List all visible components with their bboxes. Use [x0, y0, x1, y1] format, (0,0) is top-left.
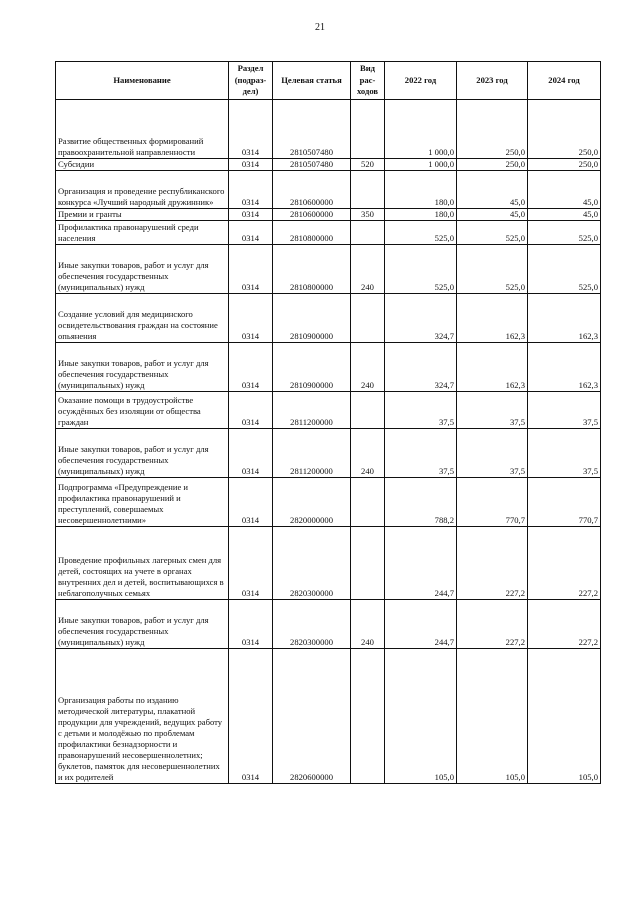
row-type: 240 [351, 245, 385, 294]
row-2024: 525,0 [528, 221, 601, 245]
row-target: 2820000000 [273, 478, 351, 527]
row-2022: 525,0 [385, 221, 457, 245]
row-section: 0314 [229, 171, 273, 209]
row-name: Организация и проведение республиканского конкурса «Лучший народный дружинник» [56, 171, 229, 209]
row-2022: 37,5 [385, 392, 457, 429]
row-2023: 227,2 [457, 600, 528, 649]
row-2024: 162,3 [528, 343, 601, 392]
row-2023: 162,3 [457, 294, 528, 343]
row-section: 0314 [229, 392, 273, 429]
row-2024: 525,0 [528, 245, 601, 294]
page-number: 21 [315, 22, 325, 33]
row-2022: 324,7 [385, 343, 457, 392]
row-name: Оказание помощи в трудоустройстве осуждённых без изоляции от общества граждан [56, 392, 229, 429]
table-row [56, 392, 601, 429]
row-2022: 244,7 [385, 600, 457, 649]
table-row [56, 100, 601, 159]
table-row [56, 171, 601, 209]
row-type: 350 [351, 209, 385, 221]
row-2023: 525,0 [457, 221, 528, 245]
row-type: 520 [351, 159, 385, 171]
row-section: 0314 [229, 294, 273, 343]
row-target: 2810900000 [273, 343, 351, 392]
header-2022: 2022 год [385, 62, 457, 100]
row-2023: 770,7 [457, 478, 528, 527]
row-2023: 45,0 [457, 171, 528, 209]
row-2023: 227,2 [457, 527, 528, 600]
table-row [56, 221, 601, 245]
row-type: 240 [351, 429, 385, 478]
row-2022: 180,0 [385, 209, 457, 221]
row-2023: 37,5 [457, 392, 528, 429]
row-type [351, 221, 385, 245]
row-section: 0314 [229, 245, 273, 294]
row-2024: 770,7 [528, 478, 601, 527]
row-2022: 324,7 [385, 294, 457, 343]
row-target: 2810800000 [273, 245, 351, 294]
table-header-row [56, 62, 601, 100]
row-name: Иные закупки товаров, работ и услуг для обеспечения государственных (муниципальных) нужд [56, 343, 229, 392]
row-name: Субсидии [56, 159, 229, 171]
header-2024: 2024 год [528, 62, 601, 100]
row-2024: 162,3 [528, 294, 601, 343]
row-section: 0314 [229, 478, 273, 527]
row-2024: 45,0 [528, 171, 601, 209]
row-2023: 250,0 [457, 159, 528, 171]
row-type [351, 392, 385, 429]
table-row [56, 209, 601, 221]
row-name: Иные закупки товаров, работ и услуг для обеспечения государственных (муниципальных) нужд [56, 429, 229, 478]
row-type: 240 [351, 343, 385, 392]
row-name: Иные закупки товаров, работ и услуг для обеспечения государственных (муниципальных) нужд [56, 245, 229, 294]
row-2024: 37,5 [528, 392, 601, 429]
row-name: Организация работы по изданию методической литературы, плакатной продукции для учреждений, ведущих работу с детьми и молодёжью по проблемам профилактики безнадзорности и правонарушений несовершеннолетних; буклетов, памяток для несовершеннолетних и их родителей [56, 649, 229, 784]
row-2024: 105,0 [528, 649, 601, 784]
row-type [351, 171, 385, 209]
row-section: 0314 [229, 100, 273, 159]
row-2022: 1 000,0 [385, 159, 457, 171]
row-type [351, 294, 385, 343]
row-type [351, 478, 385, 527]
row-target: 2810507480 [273, 100, 351, 159]
row-name: Профилактика правонарушений среди населения [56, 221, 229, 245]
row-2022: 37,5 [385, 429, 457, 478]
row-type [351, 100, 385, 159]
row-type [351, 649, 385, 784]
row-type: 240 [351, 600, 385, 649]
header-name: Наименование [56, 62, 229, 100]
row-name: Создание условий для медицинского освидетельствования граждан на состояние опьянения [56, 294, 229, 343]
row-target: 2810900000 [273, 294, 351, 343]
row-target: 2820600000 [273, 649, 351, 784]
row-2022: 105,0 [385, 649, 457, 784]
table-row [56, 429, 601, 478]
header-target: Целевая статья [273, 62, 351, 100]
row-target: 2810507480 [273, 159, 351, 171]
row-section: 0314 [229, 343, 273, 392]
row-target: 2810600000 [273, 171, 351, 209]
row-2023: 525,0 [457, 245, 528, 294]
row-section: 0314 [229, 527, 273, 600]
budget-table [55, 61, 601, 784]
row-section: 0314 [229, 221, 273, 245]
row-2022: 1 000,0 [385, 100, 457, 159]
row-target: 2810600000 [273, 209, 351, 221]
table-row [56, 294, 601, 343]
row-section: 0314 [229, 159, 273, 171]
row-2023: 37,5 [457, 429, 528, 478]
row-2023: 105,0 [457, 649, 528, 784]
table-row [56, 600, 601, 649]
header-type: Вид рас-ходов [351, 62, 385, 100]
row-name: Подпрограмма «Предупреждение и профилактика правонарушений и преступлений, совершаемых несовершеннолетними» [56, 478, 229, 527]
row-target: 2820300000 [273, 600, 351, 649]
row-target: 2811200000 [273, 392, 351, 429]
row-name: Развитие общественных формирований правоохранительной направленности [56, 100, 229, 159]
row-2024: 250,0 [528, 159, 601, 171]
table-row [56, 478, 601, 527]
row-2024: 227,2 [528, 600, 601, 649]
row-2022: 788,2 [385, 478, 457, 527]
row-2024: 37,5 [528, 429, 601, 478]
row-target: 2810800000 [273, 221, 351, 245]
table-row [56, 649, 601, 784]
table-row [56, 245, 601, 294]
row-2023: 250,0 [457, 100, 528, 159]
row-2023: 45,0 [457, 209, 528, 221]
table-row [56, 159, 601, 171]
row-target: 2811200000 [273, 429, 351, 478]
row-name: Премии и гранты [56, 209, 229, 221]
row-2024: 227,2 [528, 527, 601, 600]
row-section: 0314 [229, 649, 273, 784]
row-2022: 180,0 [385, 171, 457, 209]
header-section: Раздел (подраз-дел) [229, 62, 273, 100]
table-row [56, 343, 601, 392]
header-2023: 2023 год [457, 62, 528, 100]
row-2022: 244,7 [385, 527, 457, 600]
row-section: 0314 [229, 600, 273, 649]
row-name: Проведение профильных лагерных смен для детей, состоящих на учете в органах внутренних дел и детей, воспитывающихся в неблагополучных семьях [56, 527, 229, 600]
row-section: 0314 [229, 429, 273, 478]
row-name: Иные закупки товаров, работ и услуг для обеспечения государственных (муниципальных) нужд [56, 600, 229, 649]
row-2022: 525,0 [385, 245, 457, 294]
row-2023: 162,3 [457, 343, 528, 392]
row-target: 2820300000 [273, 527, 351, 600]
table-row [56, 527, 601, 600]
row-2024: 45,0 [528, 209, 601, 221]
row-section: 0314 [229, 209, 273, 221]
row-2024: 250,0 [528, 100, 601, 159]
row-type [351, 527, 385, 600]
